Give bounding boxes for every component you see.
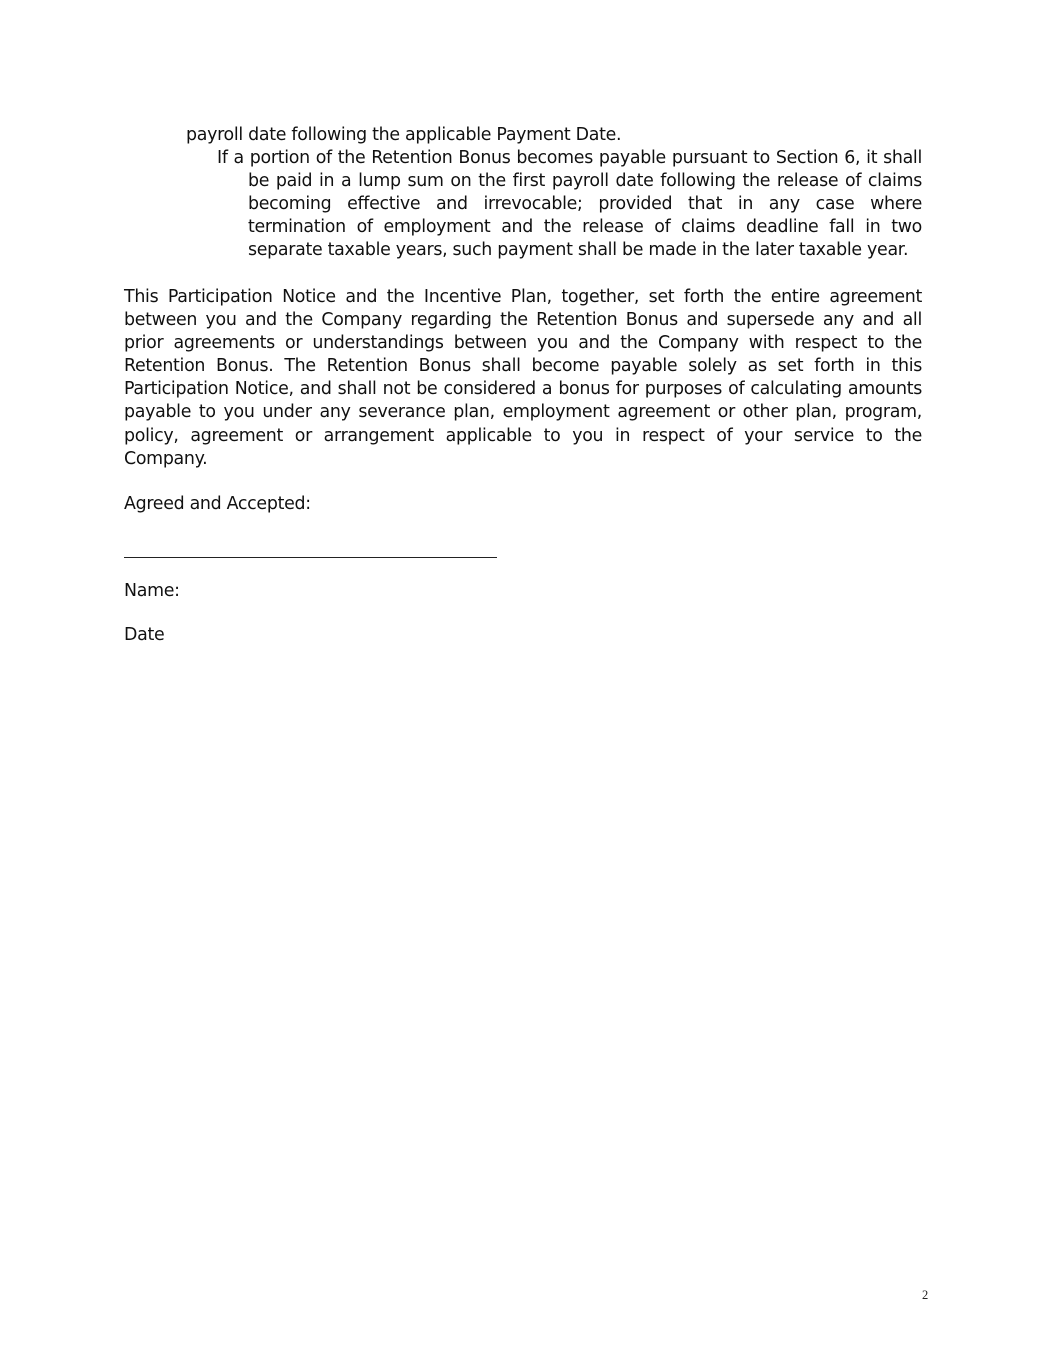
- signature-line: [124, 557, 497, 558]
- name-label: Name:: [124, 581, 180, 601]
- paragraph-section-6-payment: If a portion of the Retention Bonus becomes payable pursuant to Section 6, it shall be paid in a lump sum on the first payroll date following the release of claims becoming effective and irrevocable; provided that in any case where termination of employment and the release of claims deadline fall in two separate taxable years, such payment shall be made in the later taxable year.: [217, 148, 922, 261]
- continuation-line: payroll date following the applicable Payment Date.: [186, 125, 622, 145]
- date-label: Date: [124, 625, 165, 645]
- agreed-and-accepted-heading: Agreed and Accepted:: [124, 494, 311, 514]
- entire-agreement-paragraph: This Participation Notice and the Incentive Plan, together, set forth the entire agreement between you and the Company regarding the Retention Bonus and supersede any and all prior agreements or understandings between you and the Company with respect to the Retention Bonus. The Retention Bonus shall become payable solely as set forth in this Participation Notice, and shall not be considered a bonus for purposes of calculating amounts payable to you under any severance plan, employment agreement or other plan, program, policy, agreement or arrangement applicable to you in respect of your service to the Company.: [124, 287, 922, 469]
- page-number: 2: [922, 1288, 929, 1302]
